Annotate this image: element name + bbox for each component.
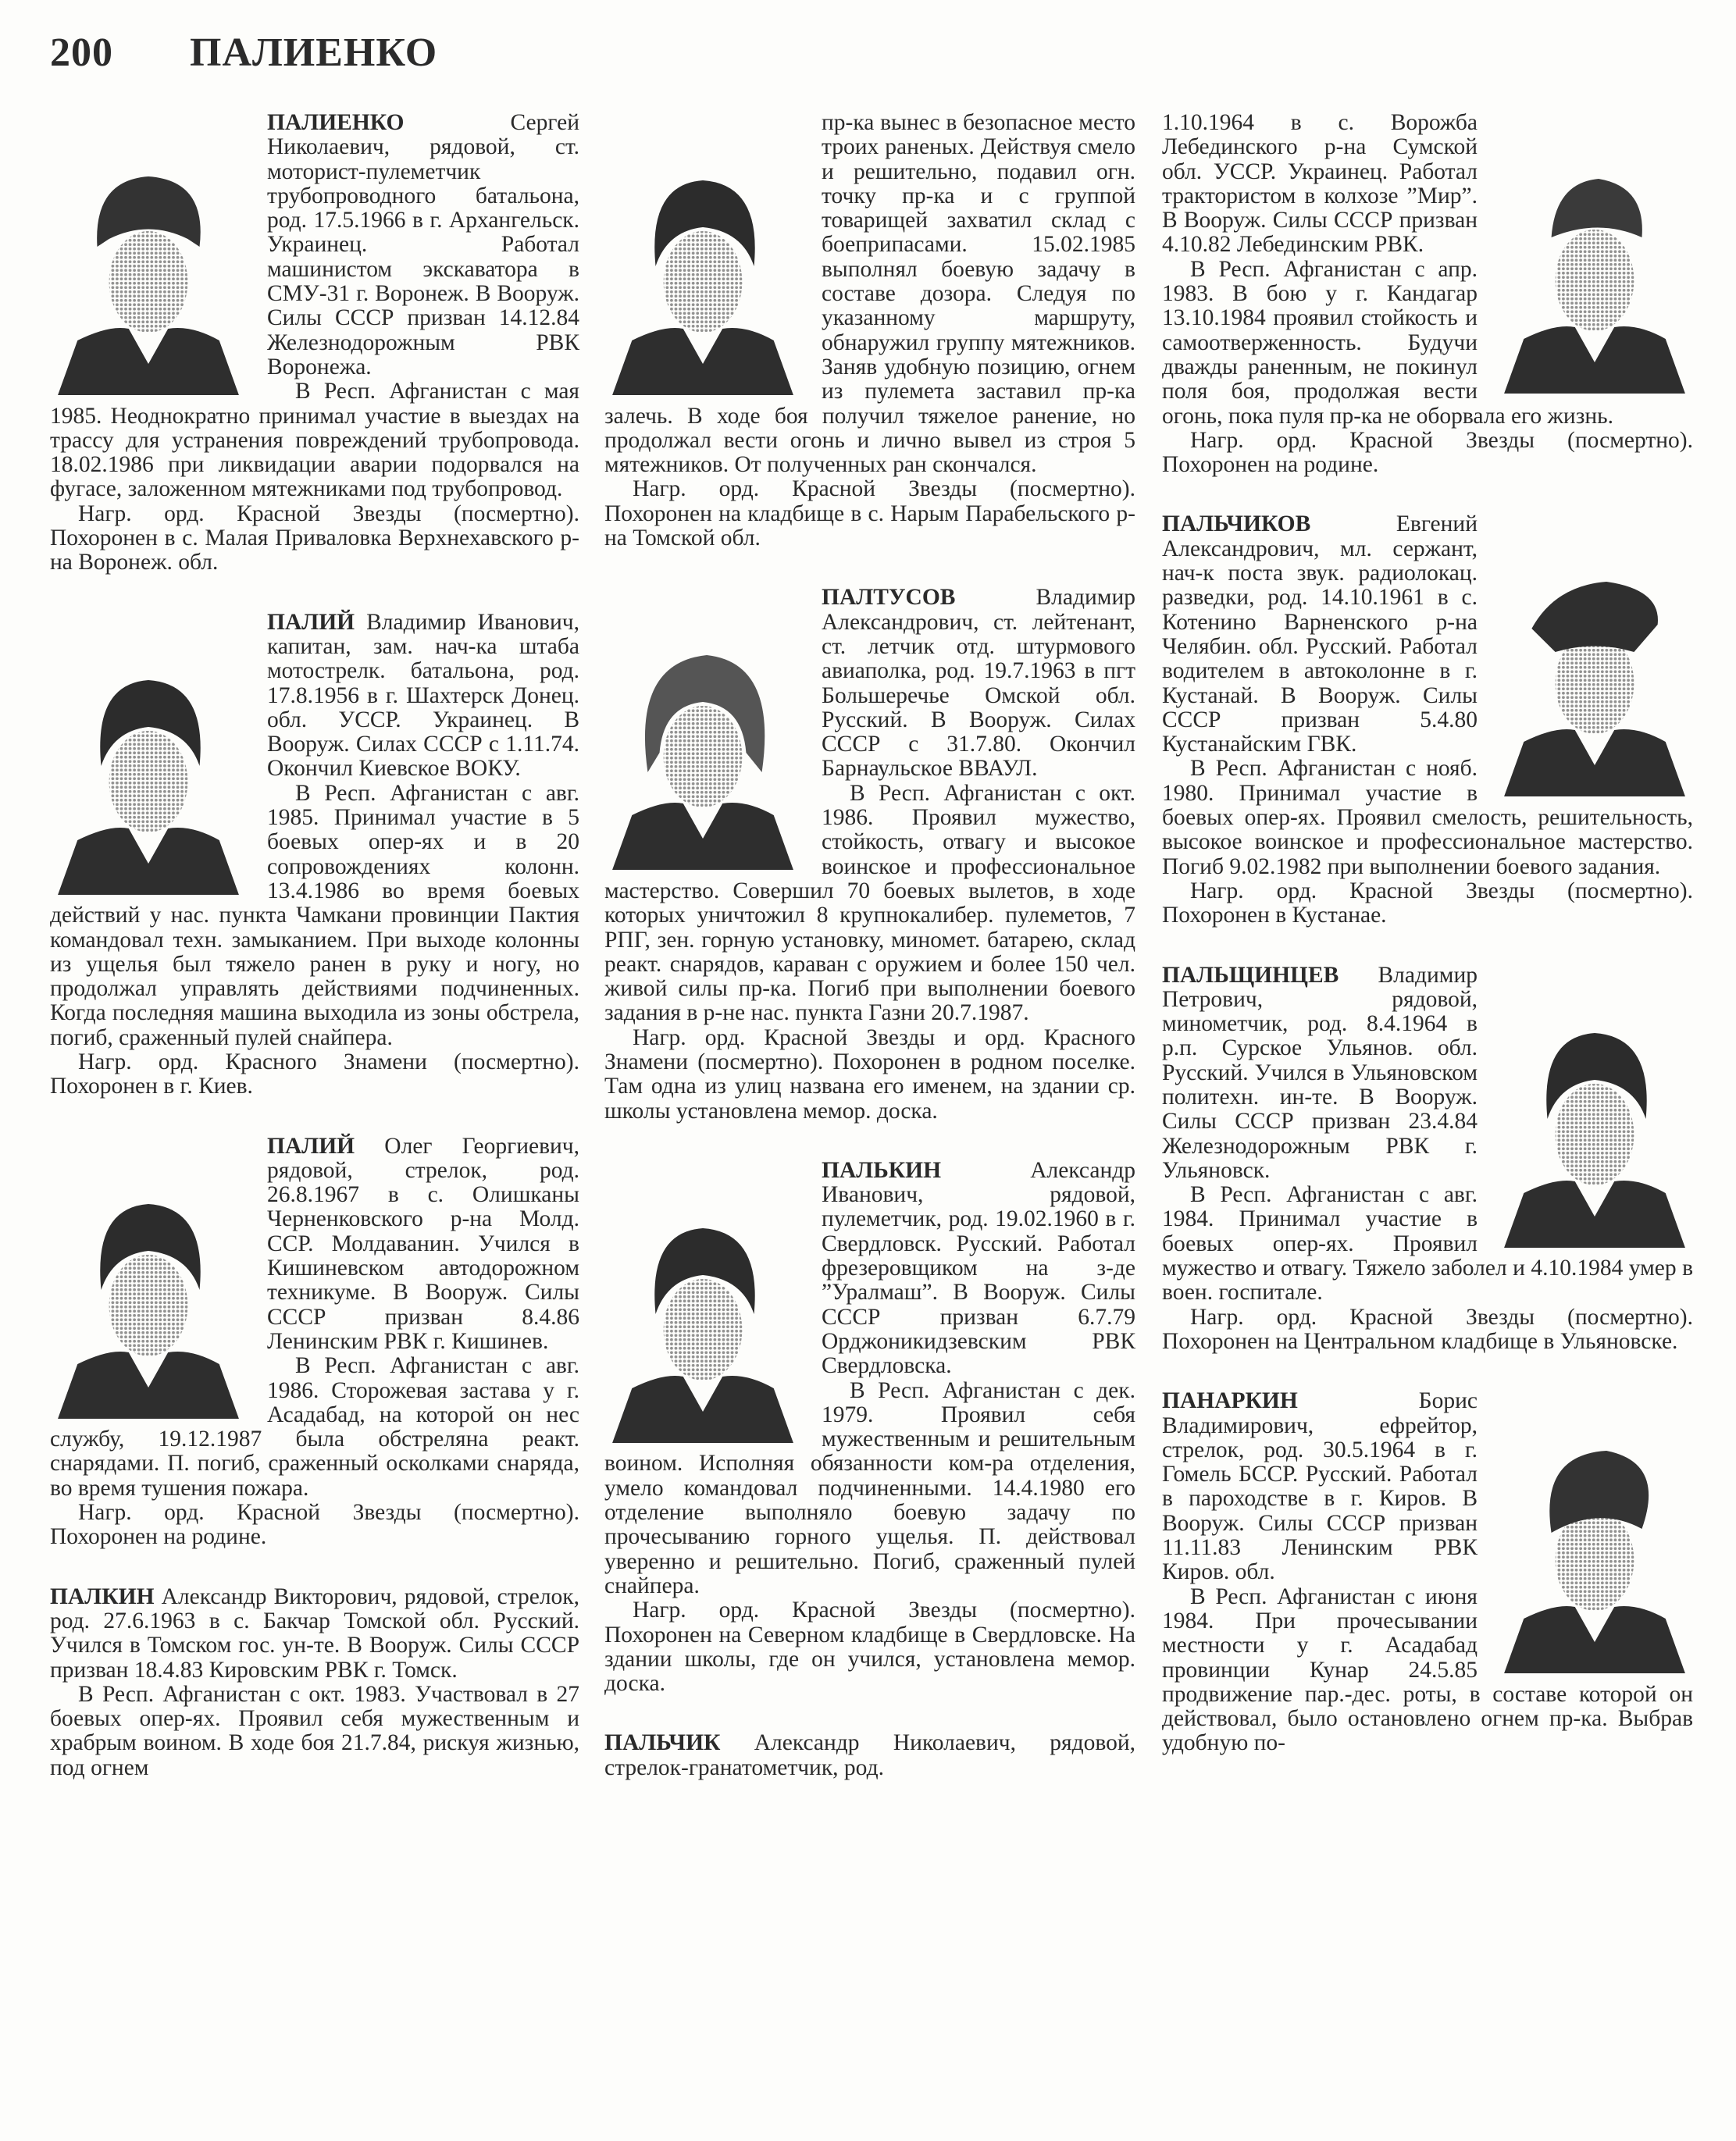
entry-paltusov <box>604 586 1135 1124</box>
entry-lead <box>604 586 1135 781</box>
entry-lead <box>50 111 579 379</box>
entry-text: Владимир Петрович, рядовой, минометчик, род. 8.4.1964 в р.п. Сурское Ульянов. обл. Русский. Учился в Ульяновском политехн. ин-те. В Вооруж. Силы СССР призван 23.4.84 Железнодорожным РВК г. Ульяновск. <box>1162 962 1478 1183</box>
entry-award: Нагр. орд. Красной Звезды (посмертно). Похоронен в Кустанае. <box>1162 878 1693 928</box>
portrait-photo <box>1496 562 1693 796</box>
entry-lead <box>604 1731 1135 1780</box>
entry-surname: ПАНАРКИН <box>1162 1388 1298 1414</box>
portrait-photo <box>604 161 801 395</box>
entry-surname: ПАЛИЙ <box>267 1133 355 1159</box>
entry-palchik-continued <box>1162 111 1693 477</box>
entry-palchikov <box>1162 512 1693 928</box>
entry-service: В Респ. Афганистан с авг. 1986. Сторожевая застава у г. Асадабад, на которой он нес службу, 19.12.1987 была обстреляна реакт. снарядами. П. погиб, сраженный осколками снаряда, во время тушения пожара. <box>50 1353 579 1501</box>
portrait-photo <box>50 1184 247 1419</box>
column-3 <box>1162 111 1693 1791</box>
entry-surname: ПАЛЬКИН <box>822 1157 942 1183</box>
entry-lead <box>1162 964 1693 1184</box>
page-number: 200 <box>50 30 113 75</box>
portrait-photo <box>1496 159 1693 394</box>
entry-text: Владимир Александрович, ст. лейтенант, ст. летчик отд. штурмового авиаполка, род. 19.7.1963 в пгт Большеречье Омской обл. Русский. В Вооруж. Силах СССР с 31.7.80. Окончил Барнаульское ВВАУЛ. <box>822 585 1135 782</box>
portrait-photo <box>50 661 247 895</box>
entry-surname: ПАЛИЕНКО <box>267 110 405 135</box>
entry-service: В Респ. Афганистан с дек. 1979. Проявил себя мужественным и решительным воином. Исполняя обязанности ком-ра отделения, умело командовал подчиненными. 14.4.1980 его отделение выполняло боевую задачу по прочесыванию горного ущелья. П. действовал уверенно и решительно. Погиб, сраженный пулей снайпера. <box>604 1377 1135 1598</box>
entry-text: Сергей Николаевич, рядовой, ст. моторист-пулеметчик трубопроводного батальона, род. 17.5.1966 в г. Архангельск. Украинец. Работал машинистом экскаватора в СМУ-31 г. Воронеж. В Вооруж. Силы СССР призван 14.12.84 Железнодорожным РВК Воронежа. <box>267 110 579 379</box>
entry-award: Нагр. орд. Красной Звезды (посмертно). Похоронен на родине. <box>50 1500 579 1550</box>
entry-award: Нагр. орд. Красной Звезды (посмертно). Похоронен на Северном кладбище в Свердловске. На здании школы, где он учился, установлена мемор. доска. <box>604 1598 1135 1697</box>
entry-service: В Респ. Афганистан с окт. 1986. Проявил мужество, стойкость, отвагу и высокое воинское и профессиональное мастерство. Совершил 70 боевых вылетов, в ходе которых уничтожил 8 крупнокалибер. пулеметов, 7 РПГ, зен. горную установку, миномет. батарею, склад реакт. снарядов, караван с оружием и более 150 чел. живой силы пр-ка. Погиб при выполнении боевого задания в р-не нас. пункта Газни 20.7.1987. <box>604 780 1135 1026</box>
entry-award: Нагр. орд. Красной Звезды и орд. Красного Знамени (посмертно). Похоронен в родном поселке. Там одна из улиц названа его именем, на здании ср. школы установлена мемор. доска. <box>604 1024 1135 1124</box>
entry-text: Владимир Иванович, капитан, зам. нач-ка штаба мотострелк. батальона, род. 17.8.1956 в г. Шахтерск Донец. обл. УССР. Украинец. В Вооруж. Силах СССР с 1.11.74. Окончил Киевское ВОКУ. <box>267 609 579 782</box>
entry-award: Нагр. орд. Красной Звезды (посмертно). Похоронен на Центральном кладбище в Ульяновске. <box>1162 1304 1693 1354</box>
entry-service: В Респ. Афганистан с авг. 1984. Принимал участие в боевых опер-ях. Проявил мужество и отвагу. Тяжело заболел и 4.10.1984 умер в воен. госпитале. <box>1162 1182 1693 1306</box>
entry-lead <box>50 611 579 782</box>
entry-lead <box>604 1159 1135 1379</box>
entry-service: В Респ. Афганистан с апр. 1983. В бою у г. Кандагар 13.10.1984 проявил стойкость и самоотверженность. Будучи дважды раненным, не покинул поля боя, продолжая вести огонь, пока пуля пр-ка не оборвала его жизнь. <box>1162 256 1613 429</box>
entry-service: В Респ. Афганистан с нояб. 1980. Принимал участие в боевых опер-ях. Проявил смелость, решительность, высокое воинское и профессиональное мастерство. Погиб 9.02.1982 при выполнении боевого задания. <box>1162 756 1693 879</box>
entry-service: В Респ. Афганистан с мая 1985. Неоднократно принимал участие в выездах на трассу для устранения повреждений трубопровода. 18.02.1986 при ликвидации аварии подорвался на фугасе, заложенном мятежниками под трубопровод. <box>50 379 579 502</box>
entry-palienko <box>50 111 579 575</box>
entry-lead <box>50 1135 579 1355</box>
entry-lead <box>1162 512 1693 757</box>
entry-service: В Респ. Афганистан с авг. 1985. Принимал участие в 5 боевых опер-ях и в 20 сопровождениях колонн. 13.4.1986 во время боевых действий у нас. пункта Чамкани провинции Пактия командовал техн. замыканием. При выходе колонны из ущелья был тяжело ранен в руку и ногу, но продолжал управлять действиями подчиненных. Когда последняя машина выходила из зоны обстрела, погиб, сраженный пулей снайпера. <box>50 780 579 1050</box>
portrait-photo <box>50 161 247 395</box>
column-1 <box>50 111 579 1815</box>
entry-service: В Респ. Афганистан с июня 1984. При прочесывании местности у г. Асадабад провинции Кунар 24.5.85 продвижение пар.-дес. роты, в составе которой он действовал, было остановлено огнем пр-ка. Выбрав удобную по- <box>1162 1583 1693 1756</box>
entry-paliy-vladimir <box>50 611 579 1099</box>
entry-surname: ПАЛТУСОВ <box>822 585 956 611</box>
entry-surname: ПАЛЬЩИНЦЕВ <box>1162 962 1339 988</box>
entry-lead <box>1162 1389 1693 1584</box>
entry-palkin <box>50 1585 579 1780</box>
entry-text: пр-ка вынес в безопасное место троих раненых. Действуя смело и решительно, подавил огн. точку пр-ка и с группой товарищей захватил склад с боеприпасами. 15.02.1985 выполнял боевую задачу в составе дозора. Следуя по указанному маршруту, обнаружил группу мятежников. Заняв удобную позицию, огнем из пулемета заставил пр-ка залечь. В ходе боя получил тяжелое ранение, но продолжал вести огонь и лично вывел из строя 5 мятежников. От полученных ран скончался. <box>604 110 1135 478</box>
entry-text: Евгений Александрович, мл. сержант, нач-к поста звук. радиолокац. разведки, род. 14.10.1961 в с. Котенино Варненского р-на Челябин. обл. Русский. Работал водителем в автоколонне в г. Кустанай. В Вооруж. Силы СССР призван 5.4.80 Кустанайским ГВК. <box>1162 511 1478 757</box>
portrait-photo <box>604 636 801 870</box>
portrait-photo <box>604 1209 801 1443</box>
entry-surname: ПАЛИЙ <box>267 609 355 635</box>
entry-award: Нагр. орд. Красного Знамени (посмертно). Похоронен в г. Киев. <box>50 1049 579 1099</box>
column-2 <box>604 111 1135 1815</box>
entry-text: Олег Георгиевич, рядовой, стрелок, род. 26.8.1967 в с. Олишканы Черненковского р-на Молд. ССР. Молдаванин. Учился в Кишиневском автодорожном техникуме. В Вооруж. Силы СССР призван 8.4.86 Ленинским РВК г. Кишинев. <box>267 1133 579 1354</box>
entry-text: Александр Викторович, рядовой, стрелок, род. 27.6.1963 в с. Бакчар Томской обл. Русский. Учился в Томском гос. ун-те. В Вооруж. Силы СССР призван 18.4.83 Кировским РВК г. Томск. <box>50 1583 579 1683</box>
entry-palchik <box>604 1731 1135 1780</box>
entry-award: Нагр. орд. Красной Звезды (посмертно). Похоронен на родине. <box>1162 427 1693 478</box>
entry-surname: ПАЛЬЧИК <box>604 1730 721 1756</box>
entry-service: В Респ. Афганистан с окт. 1983. Участвовал в 27 боевых опер-ях. Проявил себя мужественным и храбрым воином. В ходе боя 21.7.84, рискуя жизнью, под огнем <box>50 1681 579 1780</box>
entry-text: Александр Николаевич, рядовой, стрелок-гранатометчик, род. <box>604 1730 1135 1780</box>
entry-panarkin <box>1162 1389 1693 1755</box>
entry-lead <box>50 1585 579 1683</box>
entry-award: Нагр. орд. Красной Звезды (посмертно). Похоронен на кладбище в с. Нарым Парабельского р-на Томской обл. <box>604 476 1135 551</box>
running-head: ПАЛИЕНКО <box>190 30 438 75</box>
entry-palkin-continued <box>604 111 1135 550</box>
entry-award: Нагр. орд. Красной Звезды (посмертно). Похоронен в с. Малая Приваловка Верхнехавского р-на Воронеж. обл. <box>50 501 579 575</box>
entry-surname: ПАЛКИН <box>50 1583 155 1609</box>
portrait-photo <box>1496 1014 1693 1248</box>
page-header <box>50 30 437 76</box>
entry-text: Александр Иванович, рядовой, пулеметчик, род. 19.02.1960 в г. Свердловск. Русский. Работал фрезеровщиком на з-де ”Уралмаш”. В Вооруж. Силы СССР призван 6.7.79 Орджоникидзевским РВК Свердловска. <box>822 1157 1135 1379</box>
portrait-photo <box>1496 1439 1693 1673</box>
entry-text: Борис Владимирович, ефрейтор, стрелок, род. 30.5.1964 в г. Гомель БССР. Русский. Работал в пароходстве в г. Киров. В Вооруж. Силы СССР призван 11.11.83 Ленинским РВК Киров. обл. <box>1162 1388 1478 1585</box>
entry-surname: ПАЛЬЧИКОВ <box>1162 511 1311 537</box>
entry-text: 1.10.1964 в с. Ворожба Лебединского р-на Сумской обл. УССР. Украинец. Работал трактористом в колхозе ”Мир”. В Вооруж. Силы СССР призван 4.10.82 Лебединским РВК. <box>1162 111 1693 258</box>
entry-paliy-oleg <box>50 1135 579 1550</box>
entry-palkin-aleksandr <box>604 1159 1135 1697</box>
entry-palshchintsev <box>1162 964 1693 1355</box>
